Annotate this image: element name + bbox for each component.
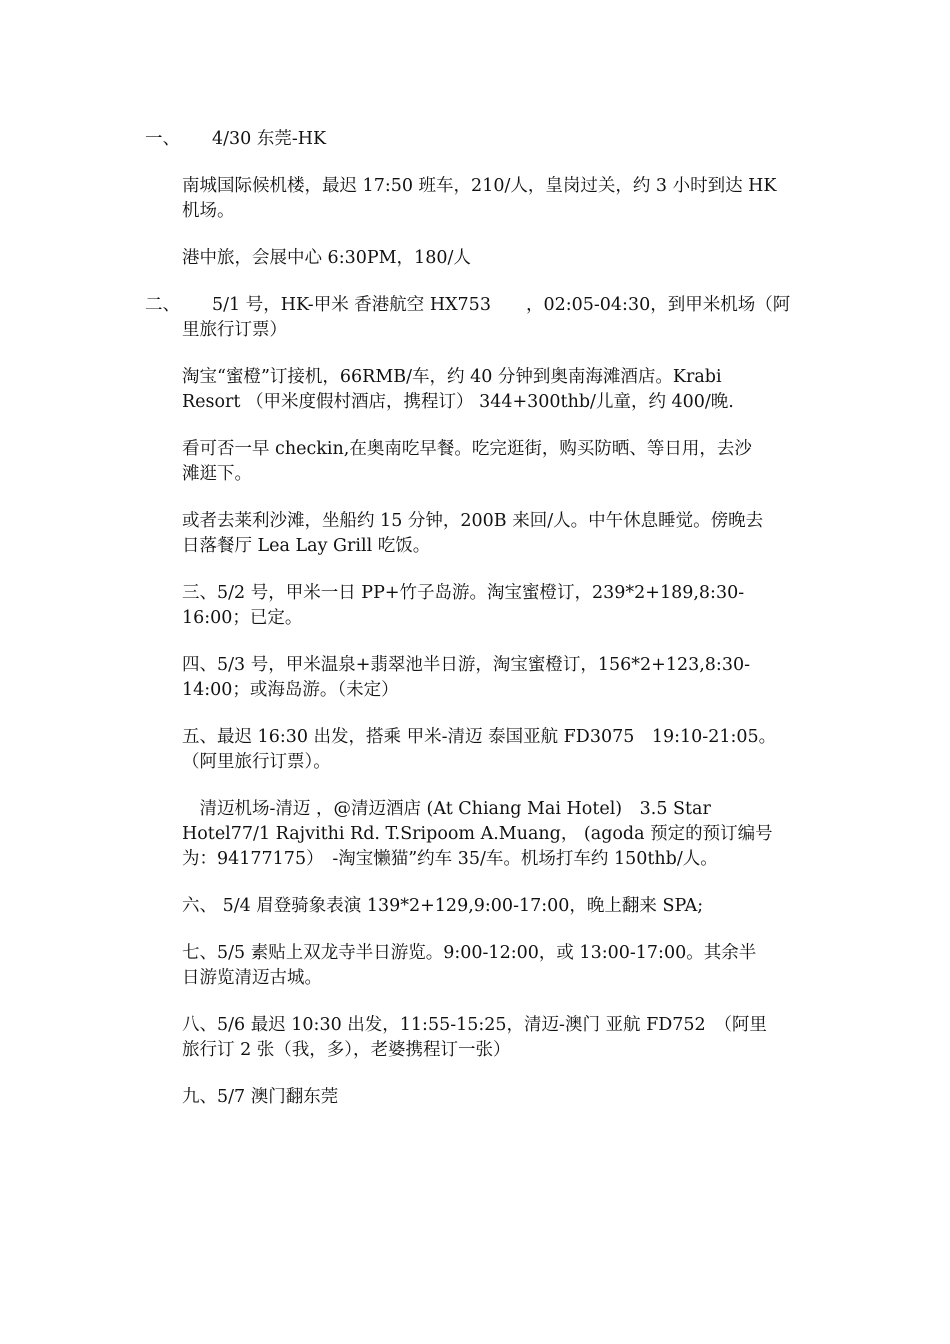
paragraph (182, 581, 744, 631)
text-line: 看可否一早 checkin,在奥南吃早餐。吃完逛街，购买防晒、等日用，去沙 (182, 439, 752, 459)
text-line: （阿里旅行订票）。 (182, 752, 331, 772)
text-line: 五、最迟 16:30 出发，搭乘 甲米-清迈 泰国亚航 FD3075 19:10-21:05。 (182, 727, 777, 747)
text-line: 八、5/6 最迟 10:30 出发，11:55-15:25，清迈-澳门 亚航 FD752 （阿里 (182, 1015, 767, 1035)
paragraph (182, 246, 471, 271)
paragraph-continued (182, 318, 287, 343)
paragraph (182, 365, 734, 415)
text-line: 里旅行订票） (182, 320, 287, 340)
text-line: Resort （甲米度假村酒店，携程订） 344+300thb/儿童，约 400/晚. (182, 392, 734, 412)
text-line: 14:00；或海岛游。（未定） (182, 680, 399, 700)
text-line: 16:00；已定。 (182, 608, 303, 628)
text-line: 滩逛下。 (182, 464, 252, 484)
paragraph (182, 437, 752, 487)
text-line: 4/30 东莞-HK (212, 129, 327, 149)
text-line: 为：94177175） -淘宝懒猫”约车 35/车。机场打车约 150thb/人。 (182, 849, 718, 869)
paragraph (182, 1013, 767, 1063)
text-line: 七、5/5 素贴上双龙寺半日游览。9:00-12:00，或 13:00-17:00。其余半 (182, 943, 757, 963)
paragraph (182, 725, 776, 775)
paragraph (182, 509, 763, 559)
text-line: 南城国际候机楼，最迟 17:50 班车，210/人，皇岗过关，约 3 小时到达 HK (182, 176, 777, 196)
text-line: Hotel77/1 Rajvithi Rd. T.Sripoom A.Muang， (agoda 预定的预订编号 (182, 824, 773, 844)
text-line: 四、5/3 号，甲米温泉+翡翠池半日游，淘宝蜜橙订，156*2+123,8:30- (182, 655, 751, 675)
text-line: 或者去莱利沙滩，坐船约 15 分钟，200B 来回/人。中午休息睡觉。傍晚去 (182, 511, 764, 531)
paragraph (182, 174, 777, 224)
text-line: 港中旅，会展中心 6:30PM，180/人 (182, 248, 471, 268)
text-line: 淘宝“蜜橙”订接机，66RMB/车，约 40 分钟到奥南海滩酒店。Krabi (182, 367, 722, 387)
text-line: 六、 5/4 眉登骑象表演 139*2+129,9:00-17:00，晚上翻来 SPA; (182, 896, 704, 916)
text-line: 日落餐厅 Lea Lay Grill 吃饭。 (182, 536, 431, 556)
paragraph (212, 293, 790, 318)
text-line: 旅行订 2 张（我，多），老婆携程订一张） (182, 1040, 511, 1060)
text-line: 清迈机场-清迈 ，@清迈酒店 (At Chiang Mai Hotel) 3.5 Star (182, 799, 711, 819)
text-line: 机场。 (182, 201, 235, 221)
paragraph (212, 127, 326, 152)
text-line: 5/1 号，HK-甲米 香港航空 HX753 ，02:05-04:30，到甲米机场（阿 (212, 295, 791, 315)
text-line: 九、5/7 澳门翻东莞 (182, 1087, 339, 1107)
paragraph (182, 894, 703, 919)
paragraph (182, 1085, 338, 1110)
section-number: 二、 (145, 295, 180, 315)
paragraph (182, 653, 750, 703)
section-number: 一、 (145, 129, 180, 149)
paragraph (182, 797, 773, 872)
paragraph (182, 941, 756, 991)
text-line: 三、5/2 号，甲米一日 PP+竹子岛游。淘宝蜜橙订，239*2+189,8:30- (182, 583, 745, 603)
text-line: 日游览清迈古城。 (182, 968, 322, 988)
